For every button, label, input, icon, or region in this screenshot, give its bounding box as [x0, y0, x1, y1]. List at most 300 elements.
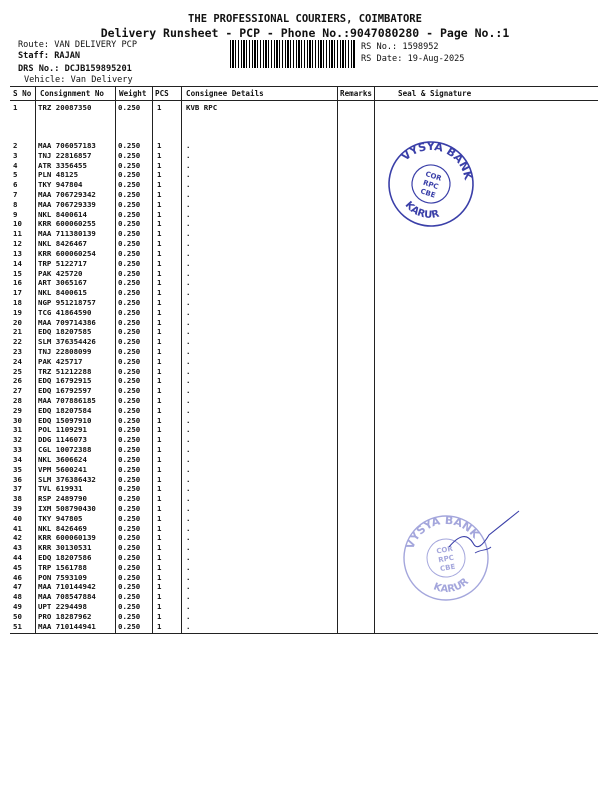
- row-sno: 36: [13, 474, 22, 484]
- table-header-rule: [10, 100, 598, 101]
- row-weight: 0.250: [118, 543, 141, 553]
- row-weight: 0.250: [118, 494, 141, 504]
- table-row: [0, 376, 600, 384]
- row-pcs: 1: [157, 190, 162, 200]
- row-consignee-details: .: [186, 494, 191, 504]
- row-pcs: 1: [157, 199, 162, 209]
- row-weight: 0.250: [118, 425, 141, 435]
- row-consignment-no: MAA 707886185: [38, 396, 96, 406]
- row-consignment-no: MAA 706057183: [38, 141, 96, 150]
- row-pcs: 1: [157, 533, 162, 543]
- row-consignee-details: .: [186, 425, 191, 435]
- table-row: [0, 465, 600, 473]
- row-consignee-details: .: [186, 513, 191, 523]
- row-consignment-no: ART 3065167: [38, 278, 87, 288]
- row-consignment-no: NKL 3606624: [38, 454, 87, 464]
- table-row: [0, 180, 600, 188]
- row-consignment-no: TNJ 22816857: [38, 150, 92, 160]
- table-row: [0, 239, 600, 247]
- row-consignee-details: .: [186, 572, 191, 582]
- row-sno: 22: [13, 337, 22, 347]
- table-row: [0, 249, 600, 257]
- seal-bank-place: KARUR: [402, 199, 441, 221]
- row-pcs: 1: [157, 180, 162, 190]
- row-consignee-details: .: [186, 229, 191, 239]
- row-consignee-details: .: [186, 219, 191, 229]
- row-consignee-details: .: [186, 209, 191, 219]
- table-row: [0, 406, 600, 414]
- row-pcs: 1: [157, 543, 162, 553]
- row-consignee-details: .: [186, 356, 191, 366]
- row-sno: 43: [13, 543, 22, 553]
- row-pcs: 1: [157, 297, 162, 307]
- row-sno: 31: [13, 425, 22, 435]
- row-consignee-details: .: [186, 396, 191, 406]
- seal-line-1: COR: [424, 170, 443, 183]
- row-consignment-no: RSP 2489790: [38, 494, 87, 504]
- row-pcs: 1: [157, 337, 162, 347]
- row-pcs: 1: [157, 425, 162, 435]
- table-row: [0, 622, 600, 630]
- row-sno: 40: [13, 513, 22, 523]
- row-weight: 0.250: [118, 103, 141, 112]
- row-consignment-no: IXM 508790430: [38, 503, 96, 513]
- row-pcs: 1: [157, 376, 162, 386]
- row-pcs: 1: [157, 356, 162, 366]
- row-sno: 15: [13, 268, 22, 278]
- row-consignee-details: .: [186, 602, 191, 612]
- row-sno: 50: [13, 611, 22, 621]
- row-weight: 0.250: [118, 592, 141, 602]
- row-weight: 0.250: [118, 180, 141, 190]
- row-consignee-details: .: [186, 268, 191, 278]
- row-consignment-no: EDQ 18207586: [38, 553, 92, 563]
- row-weight: 0.250: [118, 445, 141, 455]
- row-pcs: 1: [157, 317, 162, 327]
- table-row: [0, 327, 600, 335]
- row-pcs: 1: [157, 553, 162, 563]
- row-sno: 33: [13, 445, 22, 455]
- row-consignee-details: .: [186, 180, 191, 190]
- seal-line-3: CBE: [419, 187, 437, 200]
- rs-date: RS Date: 19-Aug-2025: [361, 54, 465, 64]
- row-weight: 0.250: [118, 533, 141, 543]
- row-pcs: 1: [157, 268, 162, 278]
- table-row: [0, 308, 600, 316]
- col-header-pcs: PCS: [155, 89, 169, 98]
- seal-bank-name: VYSYA BANK: [398, 139, 475, 182]
- row-consignment-no: TKY 947804: [38, 180, 83, 190]
- row-consignee-details: .: [186, 199, 191, 209]
- row-pcs: 1: [157, 435, 162, 445]
- row-sno: 13: [13, 248, 22, 258]
- col-header-consignment: Consignment No: [40, 89, 105, 98]
- row-weight: 0.250: [118, 553, 141, 563]
- row-sno: 8: [13, 199, 18, 209]
- table-row: [0, 592, 600, 600]
- col-header-weight: Weight: [119, 89, 147, 98]
- row-consignment-no: TRZ 51212288: [38, 366, 92, 376]
- row-weight: 0.250: [118, 347, 141, 356]
- row-weight: 0.250: [118, 396, 141, 406]
- row-pcs: 1: [157, 562, 162, 572]
- row-weight: 0.250: [118, 150, 141, 160]
- row-consignment-no: MAA 710144941: [38, 621, 96, 631]
- table-row: [0, 318, 600, 326]
- row-consignee-details: .: [186, 405, 191, 415]
- table-row: [0, 298, 600, 306]
- table-row: [0, 573, 600, 581]
- row-consignment-no: TCG 41864590: [38, 307, 92, 317]
- row-consignee-details: .: [186, 248, 191, 258]
- row-pcs: 1: [157, 513, 162, 523]
- row-sno: 49: [13, 602, 22, 612]
- table-row: [0, 416, 600, 424]
- row-sno: 46: [13, 572, 22, 582]
- row-pcs: 1: [157, 474, 162, 484]
- row-weight: 0.250: [118, 141, 141, 150]
- row-consignment-no: NKL 8426467: [38, 239, 87, 249]
- row-sno: 34: [13, 454, 22, 464]
- row-consignee-details: .: [186, 464, 191, 474]
- col-header-seal: Seal & Signature: [398, 89, 472, 98]
- row-pcs: 1: [157, 572, 162, 582]
- row-weight: 0.250: [118, 356, 141, 366]
- row-sno: 45: [13, 562, 22, 572]
- row-sno: 28: [13, 396, 22, 406]
- row-consignee-details: .: [186, 582, 191, 592]
- row-consignee-details: .: [186, 258, 191, 268]
- table-row: [0, 612, 600, 620]
- row-pcs: 1: [157, 602, 162, 612]
- row-weight: 0.250: [118, 562, 141, 572]
- table-top-rule: [10, 86, 598, 87]
- row-consignment-no: KRR 600060254: [38, 248, 96, 258]
- seal2-bank-name: VYSYA BANK: [403, 513, 482, 551]
- row-consignment-no: NKL 8400615: [38, 288, 87, 298]
- table-row: [0, 386, 600, 394]
- row-weight: 0.250: [118, 405, 141, 415]
- table-row: [0, 190, 600, 198]
- row-sno: 6: [13, 180, 18, 190]
- row-pcs: 1: [157, 464, 162, 474]
- row-sno: 41: [13, 523, 22, 533]
- row-consignment-no: TRP 1561788: [38, 562, 87, 572]
- row-weight: 0.250: [118, 199, 141, 209]
- row-consignee-details: .: [186, 454, 191, 464]
- row-consignment-no: KRR 600060255: [38, 219, 96, 229]
- row-pcs: 1: [157, 209, 162, 219]
- row-sno: 4: [13, 160, 18, 170]
- row-sno: 26: [13, 376, 22, 386]
- row-consignment-no: POL 1109291: [38, 425, 87, 435]
- row-sno: 20: [13, 317, 22, 327]
- row-consignee-details: .: [186, 337, 191, 347]
- row-weight: 0.250: [118, 366, 141, 376]
- row-weight: 0.250: [118, 503, 141, 513]
- row-consignee-details: .: [186, 435, 191, 445]
- row-pcs: 1: [157, 523, 162, 533]
- row-consignee-details: .: [186, 239, 191, 249]
- row-weight: 0.250: [118, 464, 141, 474]
- row-consignment-no: MAA 706729339: [38, 199, 96, 209]
- seal-line-2: RPC: [422, 178, 440, 192]
- row-consignee-details: .: [186, 160, 191, 170]
- col-header-sno: S No: [13, 89, 32, 98]
- table-row: [0, 455, 600, 463]
- table-row: [0, 103, 600, 111]
- table-row: [0, 288, 600, 296]
- row-consignment-no: NKL 8400614: [38, 209, 87, 219]
- row-weight: 0.250: [118, 376, 141, 386]
- table-row: [0, 269, 600, 277]
- row-pcs: 1: [157, 288, 162, 298]
- row-weight: 0.250: [118, 484, 141, 494]
- row-consignee-details: .: [186, 170, 191, 180]
- row-pcs: 1: [157, 366, 162, 376]
- row-consignment-no: TRZ 20087350: [38, 103, 92, 112]
- company-title: THE PROFESSIONAL COURIERS, COIMBATORE: [188, 13, 422, 25]
- row-pcs: 1: [157, 415, 162, 425]
- row-weight: 0.250: [118, 258, 141, 268]
- row-weight: 0.250: [118, 415, 141, 425]
- row-pcs: 1: [157, 239, 162, 249]
- row-consignment-no: PAK 425720: [38, 268, 83, 278]
- table-row: [0, 435, 600, 443]
- row-sno: 21: [13, 327, 22, 337]
- row-sno: 18: [13, 297, 22, 307]
- row-consignment-no: MAA 706729342: [38, 190, 96, 200]
- drs-number: DRS No.: DCJB159895201: [18, 64, 132, 74]
- row-consignee-details: .: [186, 288, 191, 298]
- vehicle-label: Vehicle: Van Delivery: [24, 75, 133, 85]
- row-weight: 0.250: [118, 209, 141, 219]
- row-consignee-details: .: [186, 150, 191, 160]
- row-weight: 0.250: [118, 435, 141, 445]
- row-sno: 5: [13, 170, 18, 180]
- row-consignment-no: EDQ 16792915: [38, 376, 92, 386]
- row-pcs: 1: [157, 592, 162, 602]
- table-row: [0, 494, 600, 502]
- row-sno: 30: [13, 415, 22, 425]
- route-label: Route: VAN DELIVERY PCP: [18, 40, 137, 50]
- row-sno: 3: [13, 150, 18, 160]
- row-sno: 16: [13, 278, 22, 288]
- table-row: [0, 141, 600, 149]
- row-pcs: 1: [157, 503, 162, 513]
- row-weight: 0.250: [118, 229, 141, 239]
- row-consignee-details: .: [186, 347, 191, 356]
- row-consignee-details: .: [186, 376, 191, 386]
- table-row: [0, 582, 600, 590]
- row-consignment-no: PRO 18287962: [38, 611, 92, 621]
- row-sno: 12: [13, 239, 22, 249]
- row-consignee-details: .: [186, 592, 191, 602]
- row-consignment-no: TRP 5122717: [38, 258, 87, 268]
- row-pcs: 1: [157, 454, 162, 464]
- row-weight: 0.250: [118, 621, 141, 631]
- row-consignee-details: .: [186, 523, 191, 533]
- table-row: [0, 170, 600, 178]
- row-weight: 0.250: [118, 268, 141, 278]
- table-row: [0, 347, 600, 355]
- row-consignment-no: DDG 1146073: [38, 435, 87, 445]
- table-row: [0, 210, 600, 218]
- table-bottom-rule: [10, 633, 598, 634]
- row-weight: 0.250: [118, 170, 141, 180]
- staff-label: Staff: RAJAN: [18, 51, 81, 61]
- table-row: [0, 229, 600, 237]
- row-consignment-no: EDQ 15097910: [38, 415, 92, 425]
- table-row: [0, 337, 600, 345]
- handwritten-signature: [445, 505, 525, 565]
- row-consignment-no: KRR 600060139: [38, 533, 96, 543]
- seal2-bank-place: KARUR: [431, 576, 471, 596]
- row-weight: 0.250: [118, 288, 141, 298]
- row-consignment-no: TKY 947805: [38, 513, 83, 523]
- row-consignee-details: .: [186, 611, 191, 621]
- row-sno: 11: [13, 229, 22, 239]
- row-consignment-no: PON 7593109: [38, 572, 87, 582]
- row-sno: 24: [13, 356, 22, 366]
- table-row: [0, 219, 600, 227]
- row-weight: 0.250: [118, 386, 141, 396]
- table-row: [0, 161, 600, 169]
- row-pcs: 1: [157, 494, 162, 504]
- row-consignment-no: EDQ 16792597: [38, 386, 92, 396]
- row-pcs: 1: [157, 141, 162, 150]
- row-pcs: 1: [157, 396, 162, 406]
- row-weight: 0.250: [118, 572, 141, 582]
- row-sno: 14: [13, 258, 22, 268]
- row-pcs: 1: [157, 611, 162, 621]
- row-consignment-no: NKL 8426469: [38, 523, 87, 533]
- row-pcs: 1: [157, 150, 162, 160]
- row-sno: 51: [13, 621, 22, 631]
- col-header-remarks: Remarks: [340, 89, 373, 98]
- bank-seal-stamp: [385, 138, 477, 230]
- table-row: [0, 396, 600, 404]
- row-consignee-details: .: [186, 474, 191, 484]
- row-pcs: 1: [157, 484, 162, 494]
- row-sno: 27: [13, 386, 22, 396]
- row-consignee-details: .: [186, 553, 191, 563]
- row-sno: 29: [13, 405, 22, 415]
- row-pcs: 1: [157, 229, 162, 239]
- row-sno: 10: [13, 219, 22, 229]
- row-sno: 48: [13, 592, 22, 602]
- table-row: [0, 151, 600, 159]
- table-row: [0, 484, 600, 492]
- row-weight: 0.250: [118, 337, 141, 347]
- seal2-line-2: RPC: [437, 553, 455, 565]
- row-sno: 1: [13, 103, 18, 112]
- row-pcs: 1: [157, 219, 162, 229]
- row-weight: 0.250: [118, 190, 141, 200]
- row-weight: 0.250: [118, 297, 141, 307]
- row-consignee-details: .: [186, 543, 191, 553]
- row-pcs: 1: [157, 258, 162, 268]
- table-row: [0, 259, 600, 267]
- row-sno: 32: [13, 435, 22, 445]
- row-sno: 47: [13, 582, 22, 592]
- row-consignee-details: .: [186, 533, 191, 543]
- row-consignee-details: .: [186, 278, 191, 288]
- row-consignee-details: .: [186, 415, 191, 425]
- row-consignee-details: .: [186, 307, 191, 317]
- row-pcs: 1: [157, 582, 162, 592]
- row-pcs: 1: [157, 347, 162, 356]
- row-pcs: 1: [157, 307, 162, 317]
- seal2-line-1: COR: [435, 544, 454, 556]
- row-weight: 0.250: [118, 454, 141, 464]
- row-consignment-no: MAA 711380139: [38, 229, 96, 239]
- row-weight: 0.250: [118, 582, 141, 592]
- row-weight: 0.250: [118, 239, 141, 249]
- row-weight: 0.250: [118, 278, 141, 288]
- row-consignee-details: .: [186, 141, 191, 150]
- row-consignee-details: .: [186, 484, 191, 494]
- row-consignment-no: SLM 376386432: [38, 474, 96, 484]
- row-consignee-details: .: [186, 317, 191, 327]
- row-consignment-no: PAK 425717: [38, 356, 83, 366]
- table-row: [0, 445, 600, 453]
- row-weight: 0.250: [118, 602, 141, 612]
- row-consignee-details: .: [186, 503, 191, 513]
- row-consignment-no: TVL 619931: [38, 484, 83, 494]
- row-weight: 0.250: [118, 611, 141, 621]
- row-sno: 9: [13, 209, 18, 219]
- row-consignment-no: CGL 10072388: [38, 445, 92, 455]
- row-sno: 44: [13, 553, 22, 563]
- row-sno: 25: [13, 366, 22, 376]
- row-consignee-details: .: [186, 562, 191, 572]
- row-consignment-no: MAA 709714386: [38, 317, 96, 327]
- row-consignment-no: EDQ 18207585: [38, 327, 92, 337]
- runsheet-title: Delivery Runsheet - PCP - Phone No.:9047080280 - Page No.:1: [100, 26, 510, 40]
- row-consignee-details: .: [186, 297, 191, 307]
- row-consignee-details: .: [186, 327, 191, 337]
- row-consignment-no: TNJ 22808099: [38, 347, 92, 356]
- row-consignment-no: PLN 48125: [38, 170, 79, 180]
- row-pcs: 1: [157, 327, 162, 337]
- table-row: [0, 475, 600, 483]
- table-row: [0, 602, 600, 610]
- row-pcs: 1: [157, 405, 162, 415]
- row-consignment-no: MAA 708547884: [38, 592, 96, 602]
- row-weight: 0.250: [118, 317, 141, 327]
- row-pcs: 1: [157, 445, 162, 455]
- row-weight: 0.250: [118, 513, 141, 523]
- row-consignment-no: EDQ 18207584: [38, 405, 92, 415]
- row-weight: 0.250: [118, 248, 141, 258]
- row-consignment-no: ATR 3356455: [38, 160, 87, 170]
- table-row: [0, 425, 600, 433]
- row-consignee-details: .: [186, 190, 191, 200]
- row-sno: 39: [13, 503, 22, 513]
- row-sno: 7: [13, 190, 18, 200]
- row-consignment-no: KRR 30130531: [38, 543, 92, 553]
- row-sno: 17: [13, 288, 22, 298]
- row-sno: 37: [13, 484, 22, 494]
- row-sno: 19: [13, 307, 22, 317]
- row-consignee-details: .: [186, 621, 191, 631]
- rs-number: RS No.: 1598952: [361, 42, 439, 52]
- row-pcs: 1: [157, 170, 162, 180]
- row-pcs: 1: [157, 386, 162, 396]
- row-weight: 0.250: [118, 327, 141, 337]
- row-pcs: 1: [157, 248, 162, 258]
